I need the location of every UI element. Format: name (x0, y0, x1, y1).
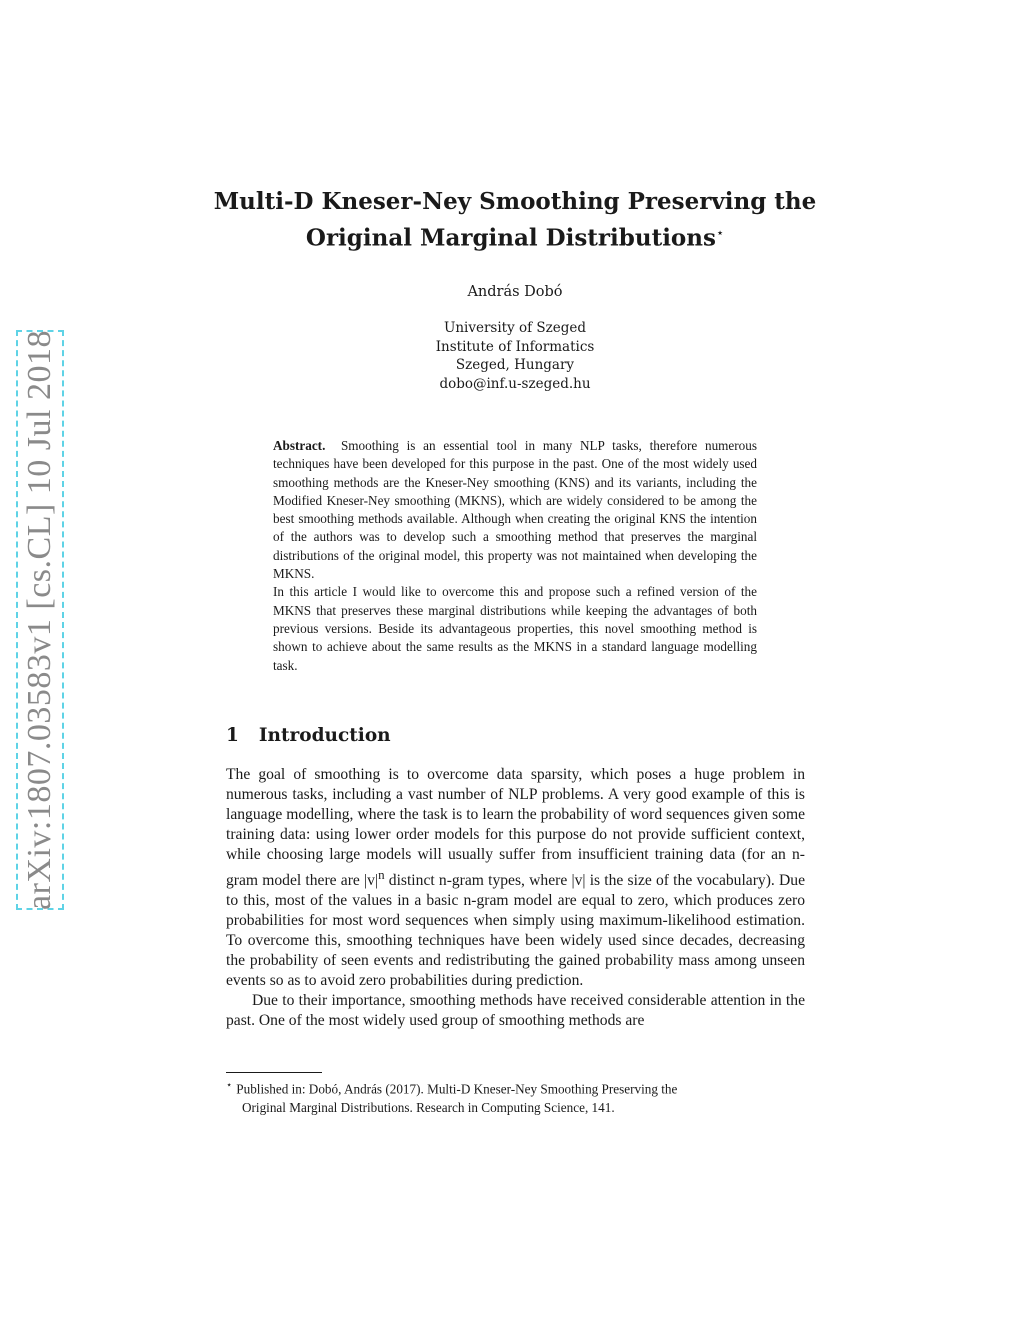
section-heading (226, 725, 391, 746)
footnote-line-2: Original Marginal Distributions. Research in Computing Science, 141. (242, 1099, 615, 1115)
intro-paragraph-2: Due to their importance, smoothing methods have received considerable attention in the past. One of the most widely used group of smoothing methods are (226, 992, 805, 1030)
intro-p1-superscript: n (378, 867, 385, 882)
abstract-paragraph-1 (273, 437, 757, 583)
section-title: Introduction (258, 725, 391, 746)
paper-title (200, 186, 830, 255)
abstract-paragraph-2: In this article I would like to overcome this and propose such a refined version of the MKNS that preserves these marginal distributions while keeping the advantages of both previous versions. Beside its advantageous properties, this novel smoothing method is shown to achieve about the same results as the MKNS in a standard language modelling task. (273, 584, 757, 673)
affiliation-university: University of Szeged (443, 320, 587, 336)
intro-paragraph-1 (226, 765, 805, 991)
introduction-body (226, 765, 805, 1031)
footnote-rule (226, 1072, 322, 1073)
intro-p1-part1: The goal of smoothing is to overcome data sparsity, which poses a huge problem in numerous tasks, including a vast number of NLP problems. A very good example of this is language modelling, where the task is to learn the probability of word sequences given some training data: using lower order models for this purpose do not provide sufficient context, while choosing large models will usually suffer from insufficient training data (for an n-gram model there are |v| (226, 766, 805, 890)
footnote-text-1: Published in: Dobó, András (2017). Multi-D Kneser-Ney Smoothing Preserving the (236, 1081, 678, 1097)
section-number: 1 (226, 725, 239, 746)
arxiv-id: arXiv:1807.03583v1 [cs.CL] 10 Jul 2018 (21, 330, 59, 910)
affiliation-location: Szeged, Hungary (455, 357, 575, 373)
intro-p1-part2: distinct n-gram types, where |v| is the size of the vocabulary). Due to this, most of the values in a basic n-gram model are equal to zero, which produces zero probabilities for most word sequences when simply using maximum-likelihood estimation. To overcome this, smoothing techniques have been widely used since decades, decreasing the probability of seen events and redistributing the gained probability mass among unseen events so as to avoid zero probabilities during prediction. (226, 872, 805, 990)
title-footnote-mark: ⋆ (715, 226, 725, 241)
abstract-text-1: Smoothing is an essential tool in many NLP tasks, therefore numerous techniques have been developed for this purpose in the past. One of the most widely used smoothing methods are the Kneser-Ney smoothing (KNS) and its variants, including the Modified Kneser-Ney smoothing (MKNS), which are widely considered to be among the best smoothing methods available. Although when creating the original KNS the intention of the authors was to develop such a smoothing method that preserves the marginal distributions of the original model, this property was not maintained when developing the MKNS. (273, 438, 758, 582)
affiliation-email: dobo@inf.u-szeged.hu (439, 375, 591, 392)
title-line-2 (200, 218, 830, 255)
affiliation-institute: Institute of Informatics (435, 338, 595, 355)
arxiv-sidebar-stamp (16, 330, 64, 910)
abstract (273, 437, 757, 675)
footnote-line-1 (226, 1077, 805, 1099)
title-line-2-text: Original Marginal Distributions (305, 224, 716, 252)
title-line-1: Multi-D Kneser-Ney Smoothing Preserving the (213, 188, 817, 215)
author-name: András Dobó (467, 284, 563, 300)
abstract-label: Abstract. (273, 438, 326, 453)
footnote-mark: ⋆ (226, 1080, 233, 1091)
affiliation-block (200, 319, 830, 393)
footnote (226, 1077, 805, 1117)
